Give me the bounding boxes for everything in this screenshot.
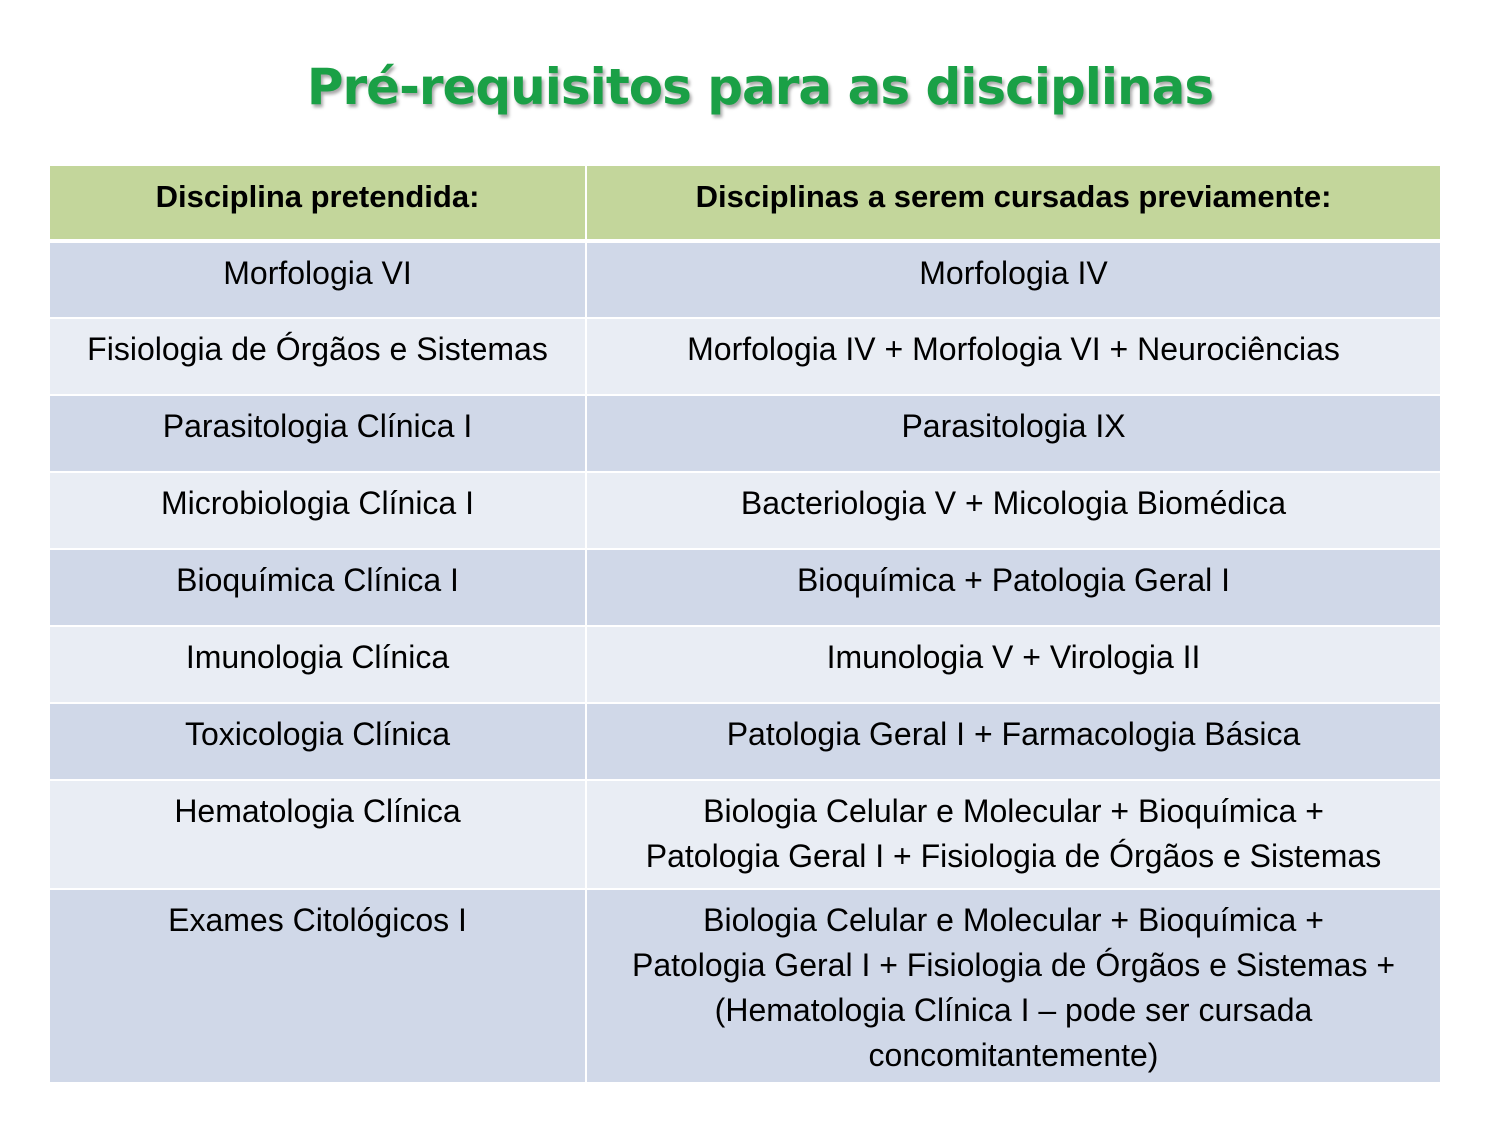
slide-title: Pré-requisitos para as disciplinas (306, 58, 1214, 116)
prereq-line: Morfologia IV + Morfologia VI + Neurociências (687, 331, 1340, 367)
table-header-row (49, 165, 1441, 241)
table-row (49, 780, 1441, 889)
prereq-line: Morfologia IV (919, 255, 1108, 291)
prereq-line: Bacteriologia V + Micologia Biomédica (740, 485, 1287, 521)
course-cell: Hematologia Clínica (49, 780, 586, 889)
header-prerequisite-courses: Disciplinas a serem cursadas previamente: (586, 165, 1441, 241)
prereq-line: Patologia Geral I + Fisiologia de Órgãos e Sistemas (645, 838, 1382, 874)
prereq-cell (586, 626, 1441, 703)
prereq-cell (586, 703, 1441, 780)
table-row (49, 395, 1441, 472)
course-cell: Imunologia Clínica (49, 626, 586, 703)
prereq-line: Patologia Geral I + Fisiologia de Órgãos e Sistemas + (631, 947, 1396, 983)
prereq-line: Bioquímica + Patologia Geral I (796, 562, 1231, 598)
prereq-line: (Hematologia Clínica I – pode ser cursada (714, 992, 1313, 1028)
course-cell: Parasitologia Clínica I (49, 395, 586, 472)
prereq-line: Biologia Celular e Molecular + Bioquímica + (703, 902, 1324, 938)
prereq-line: Imunologia V + Virologia II (826, 639, 1201, 675)
prerequisites-table (48, 164, 1442, 1084)
table-row (49, 318, 1441, 395)
prereq-line: concomitantemente) (868, 1037, 1159, 1073)
prereq-line: Parasitologia IX (901, 408, 1126, 444)
prereq-cell (586, 241, 1441, 318)
prereq-line: Patologia Geral I + Farmacologia Básica (726, 716, 1301, 752)
prereq-cell (586, 549, 1441, 626)
table-row (49, 472, 1441, 549)
prereq-line: Biologia Celular e Molecular + Bioquímica + (703, 793, 1324, 829)
course-cell: Morfologia VI (49, 241, 586, 318)
table-row (49, 549, 1441, 626)
course-cell: Fisiologia de Órgãos e Sistemas (49, 318, 586, 395)
course-cell: Microbiologia Clínica I (49, 472, 586, 549)
course-cell: Exames Citológicos I (49, 889, 586, 1083)
table-row (49, 241, 1441, 318)
prereq-cell (586, 889, 1441, 1083)
prereq-cell (586, 780, 1441, 889)
prereq-cell (586, 395, 1441, 472)
table-row (49, 703, 1441, 780)
table-row (49, 626, 1441, 703)
prereq-cell (586, 318, 1441, 395)
course-cell: Bioquímica Clínica I (49, 549, 586, 626)
course-cell: Toxicologia Clínica (49, 703, 586, 780)
prereq-cell (586, 472, 1441, 549)
header-desired-course: Disciplina pretendida: (49, 165, 586, 241)
table-row (49, 889, 1441, 1083)
